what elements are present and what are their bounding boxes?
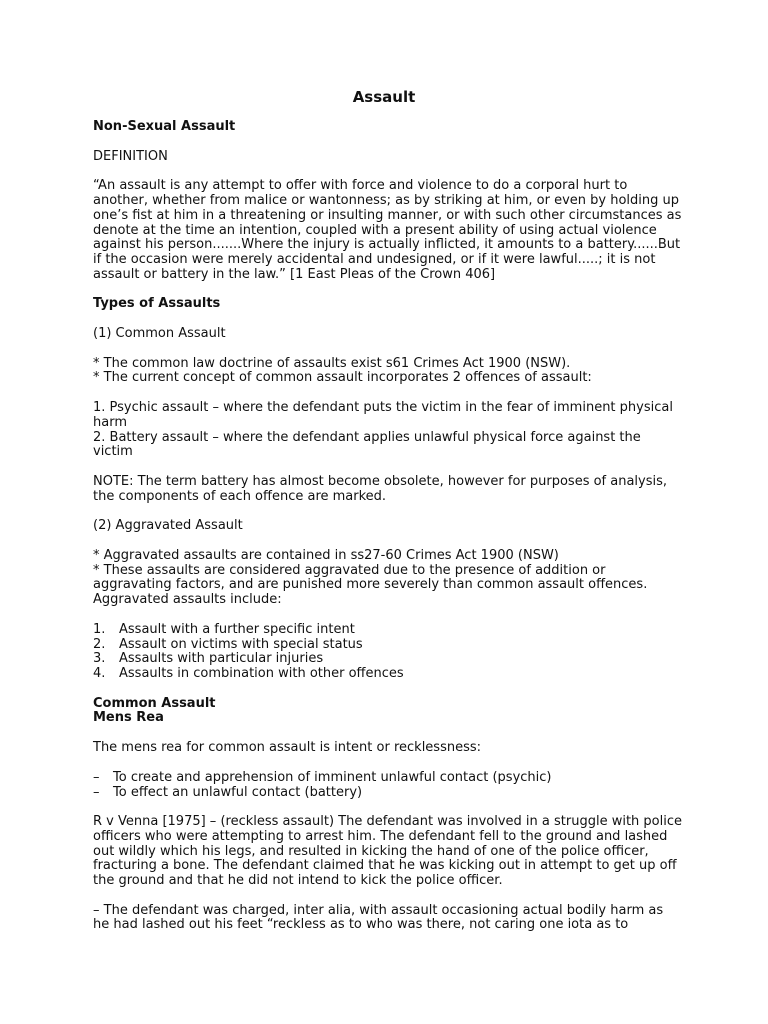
common-bullet: * The current concept of common assault incorporates 2 offences of assault: [93,370,592,386]
definition-label: DEFINITION [93,148,168,164]
aggravated-assault-label: (2) Aggravated Assault [93,518,243,534]
list-text: Assaults in combination with other offences [119,665,404,681]
list-text: Assaults with particular injuries [119,651,324,667]
list-text: To effect an unlawful contact (battery) [113,784,363,800]
list-text: To create and apprehension of imminent unlawful contact (psychic) [113,769,552,785]
venna-case: R v Venna [1975] – (reckless assault) The defendant was involved in a struggle with police officers who were attempting to arrest him. The defendant fell to the ground and lashed out wildly which his legs, and resulted in kicking the hand of one of the police officer, fracturing a bone. The defendant claimed that he was kicking out in attempt to get up off the ground and that he did not intend to kick the police officer. [93,814,682,889]
list-item [93,771,683,786]
heading-common-assault: Common Assault [93,695,216,711]
list-item [93,786,683,801]
heading-non-sexual-assault: Non-Sexual Assault [93,119,236,134]
list-number: 1. [93,621,106,637]
list-text: Assault with a further specific intent [119,621,355,637]
mens-rea-intro: The mens rea for common assault is intent or recklessness: [93,740,482,756]
dash-marker: – [93,784,100,800]
offence-item: 2. Battery assault – where the defendant applies unlawful physical force against the victim [93,429,641,460]
offence-item: 1. Psychic assault – where the defendant puts the victim in the fear of imminent physical harm [93,400,673,430]
list-item [93,652,683,667]
common-assault-label: (1) Common Assault [93,326,226,342]
aggravated-bullet: * Aggravated assaults are contained in ss27-60 Crimes Act 1900 (NSW) [93,548,559,564]
common-bullet: * The common law doctrine of assaults exist s61 Crimes Act 1900 (NSW). [93,355,571,371]
battery-note: NOTE: The term battery has almost become obsolete, however for purposes of analysis, the components of each offence are marked. [93,473,668,504]
aggravated-list [93,623,683,682]
document-body [93,120,683,933]
list-number: 3. [93,651,106,667]
list-number: 2. [93,636,106,652]
list-item [93,667,683,682]
aggravated-bullet: * These assaults are considered aggravated due to the presence of addition or aggravating factors, and are punished more severely than common assault offences. Aggravated assaults include: [93,562,648,608]
list-item [93,623,683,638]
dash-marker: – [93,769,100,785]
document-title: Assault [352,88,416,106]
venna-charge: – The defendant was charged, inter alia, with assault occasioning actual bodily harm as he had lashed out his feet “reckless as to who was there, not caring one iota as to [93,902,664,933]
heading-types-of-assaults: Types of Assaults [93,296,221,312]
definition-quote: “An assault is any attempt to offer with force and violence to do a corporal hurt to another, whether from malice or wantonness; as by striking at him, or even by holding up one’s fist at him in a threatening or insulting manner, or with such other circumstances as denote at the time an intention, coupled with a present ability of using actual violence against his person.......Where the injury is actually inflicted, it amounts to a battery......But if the occasion were merely accidental and undesigned, or if it were lawful.....; it is not assault or battery in the law.” [1 East Pleas of the Crown 406] [93,178,682,282]
list-text: Assault on victims with special status [119,636,363,652]
list-item [93,638,683,653]
list-number: 4. [93,665,106,681]
mens-rea-list [93,771,683,800]
heading-mens-rea: Mens Rea [93,710,164,726]
